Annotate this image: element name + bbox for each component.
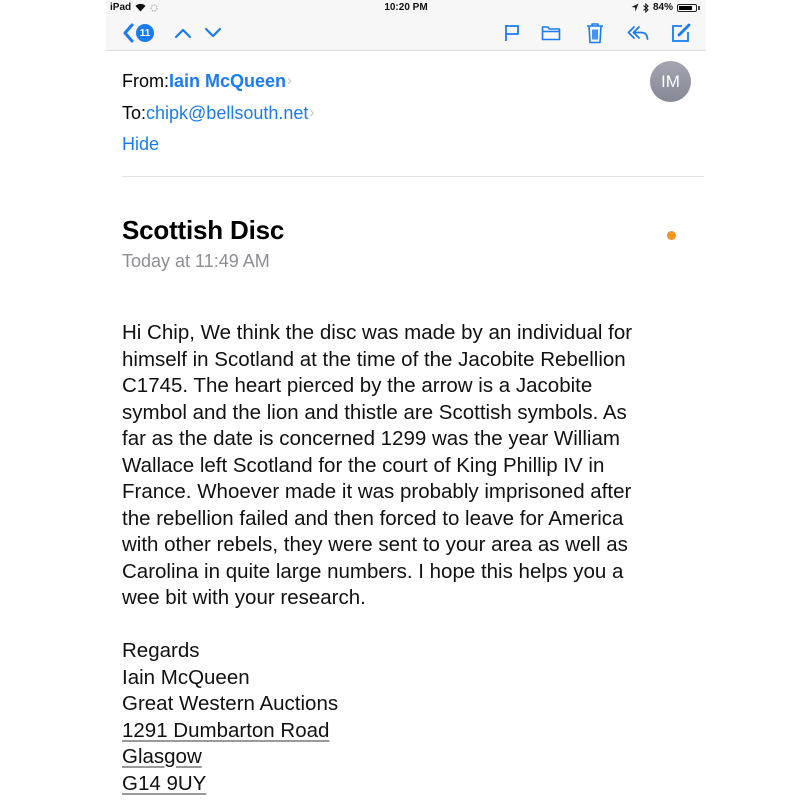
flag-icon bbox=[504, 24, 520, 42]
body-line: France. Whoever made it was probably imprisoned after bbox=[122, 480, 632, 503]
trash-icon bbox=[586, 22, 604, 44]
hide-details-link[interactable]: Hide bbox=[122, 134, 160, 154]
battery-level bbox=[679, 6, 692, 10]
mail-window bbox=[106, 0, 706, 800]
body-line: far as the date is concerned 1299 was the year William bbox=[122, 427, 620, 450]
address-postcode-link[interactable]: G14 9UY bbox=[122, 771, 207, 795]
compose-icon bbox=[671, 23, 691, 43]
chevron-left-icon bbox=[122, 23, 134, 43]
status-bar bbox=[106, 0, 706, 16]
to-label: To: bbox=[122, 103, 147, 123]
device-name: iPad bbox=[110, 2, 132, 13]
body-line: with other rebels, they were sent to your area as well as bbox=[122, 533, 628, 556]
folder-icon bbox=[541, 25, 561, 41]
bluetooth-icon bbox=[643, 3, 649, 13]
body-line: the rebellion failed and then forced to leave for America bbox=[122, 506, 624, 530]
to-row bbox=[122, 103, 706, 123]
address-street-link[interactable]: 1291 Dumbarton Road bbox=[122, 718, 330, 742]
message-date: Today at 11:49 AM bbox=[122, 251, 270, 271]
body-line: C1745. The heart pierced by the arrow is a Jacobite bbox=[122, 374, 593, 397]
from-row bbox=[122, 71, 706, 91]
reply-icon bbox=[627, 25, 649, 41]
recipient-address-link[interactable]: chipk@bellsouth.net bbox=[146, 103, 309, 123]
signature bbox=[122, 638, 706, 797]
body-line: himself in Scotland at the time of the Jacobite Rebellion bbox=[122, 347, 626, 371]
location-icon bbox=[631, 3, 639, 12]
sender-avatar[interactable]: IM bbox=[650, 61, 691, 102]
reply-button[interactable] bbox=[626, 20, 650, 46]
chevron-up-icon bbox=[174, 27, 192, 39]
battery-tip bbox=[698, 6, 700, 10]
body-line: symbol and the lion and thistle are Scottish symbols. As bbox=[122, 400, 627, 424]
sender-name-link[interactable]: Iain McQueen bbox=[169, 71, 287, 91]
signature-closing: Regards bbox=[122, 639, 200, 662]
chevron-right-icon: › bbox=[309, 104, 315, 121]
body-paragraph bbox=[122, 320, 706, 612]
move-to-folder-button[interactable] bbox=[540, 20, 562, 46]
body-line: Wallace left Scotland for the court of King Phillip IV in bbox=[122, 453, 605, 477]
unread-count-badge: 11 bbox=[136, 24, 154, 42]
address-city-link[interactable]: Glasgow bbox=[122, 745, 202, 768]
previous-message-button[interactable] bbox=[172, 20, 194, 46]
message-subject: Scottish Disc bbox=[122, 215, 285, 245]
battery-icon bbox=[677, 4, 697, 12]
body-line: Carolina in quite large numbers. I hope this helps you a bbox=[122, 559, 624, 583]
hide-row bbox=[122, 134, 706, 154]
clock: 10:20 PM bbox=[384, 2, 428, 13]
message-body bbox=[122, 320, 706, 797]
from-label: From: bbox=[122, 71, 169, 91]
message-header bbox=[122, 62, 706, 154]
back-button[interactable] bbox=[122, 20, 154, 46]
trash-button[interactable] bbox=[584, 20, 606, 46]
navigation-bar bbox=[106, 16, 706, 51]
battery-percent: 84% bbox=[652, 2, 673, 13]
unread-indicator-dot bbox=[667, 231, 676, 240]
next-message-button[interactable] bbox=[202, 20, 224, 46]
signature-name: Iain McQueen bbox=[122, 665, 250, 689]
chevron-right-icon: › bbox=[287, 72, 293, 89]
body-line: Hi Chip, We think the disc was made by an individual for bbox=[122, 321, 633, 344]
chevron-down-icon bbox=[204, 27, 222, 39]
body-line: wee bit with your research. bbox=[122, 586, 366, 609]
flag-button[interactable] bbox=[502, 20, 522, 46]
signature-company: Great Western Auctions bbox=[122, 692, 339, 715]
header-divider bbox=[122, 176, 704, 177]
compose-button[interactable] bbox=[670, 20, 692, 46]
